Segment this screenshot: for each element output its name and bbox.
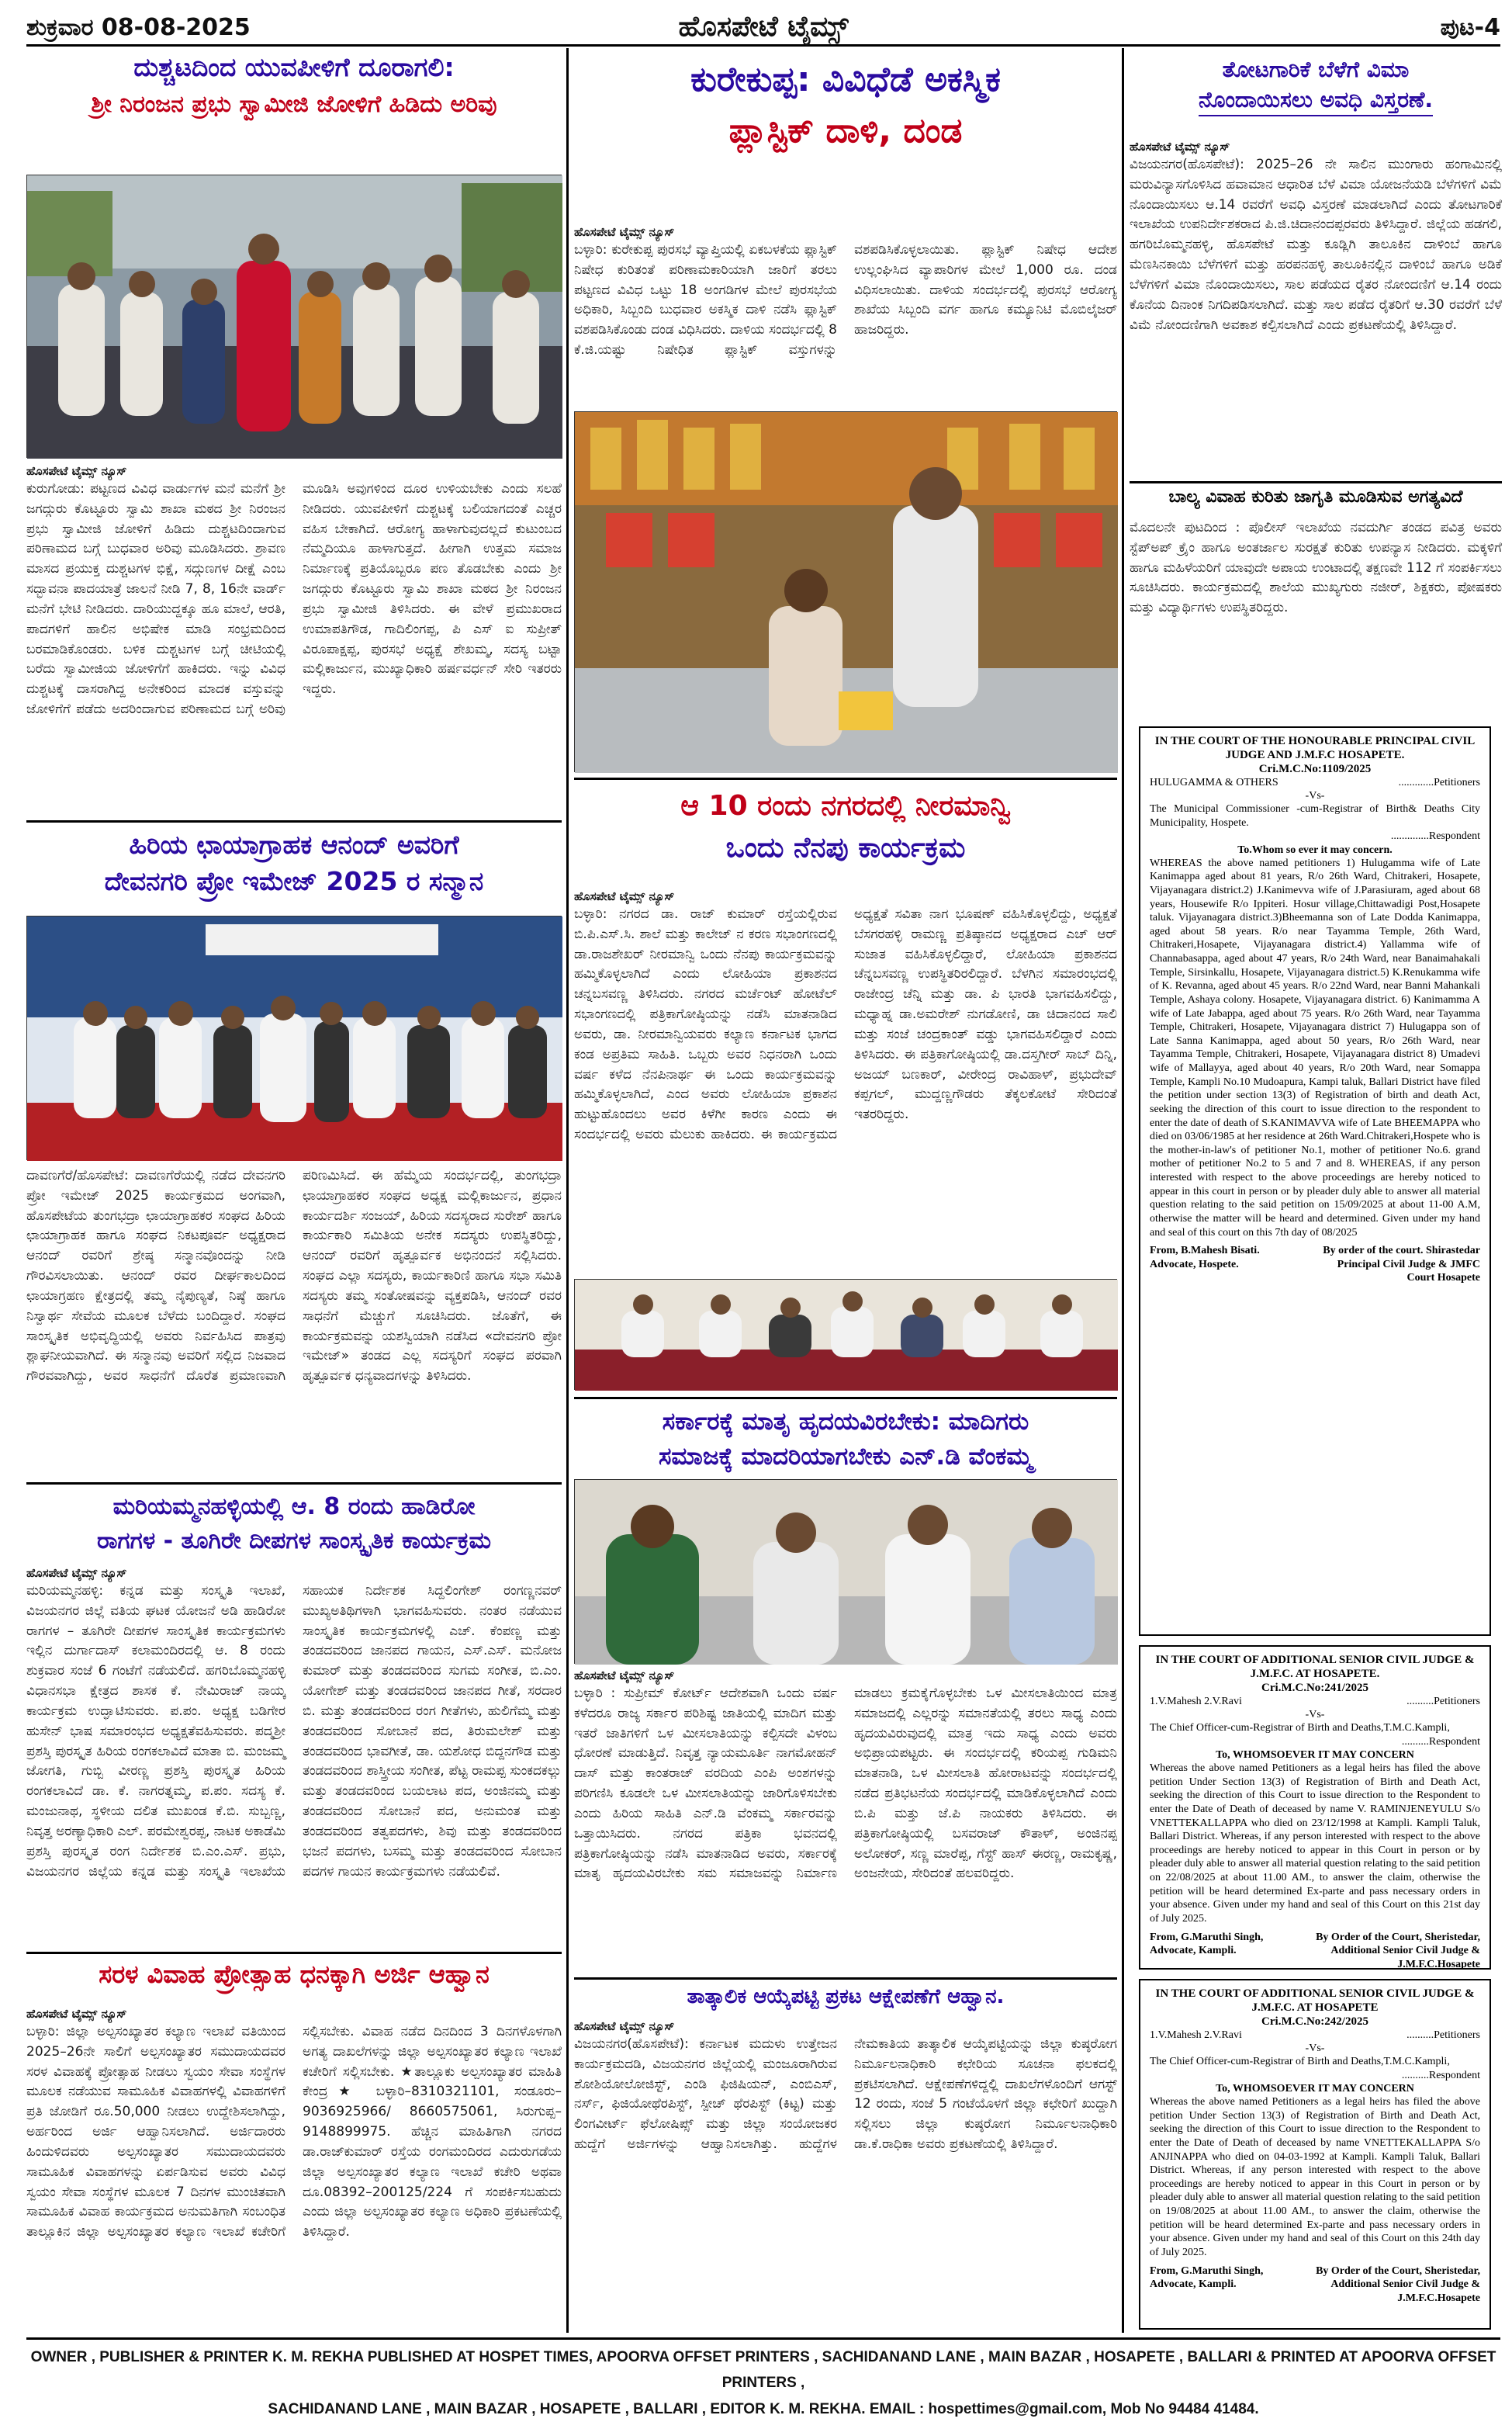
article1-text [26,464,562,817]
notice-case-number: Cri.M.C.No:1109/2025 [1258,763,1372,775]
notice-respondent: The Municipal Commissioner -cum-Registrar of Birth& Deaths City Municipality, Hospete. [1150,803,1480,829]
article2-body: ಬಳ್ಳಾರಿ: ಕುರೇಕುಪ್ಪ ಪುರಸಭೆ ವ್ಯಾಪ್ತಿಯಲ್ಲಿ ಏಕಬಳಕೆಯ ಪ್ಲಾಸ್ಟಿಕ್ ನಿಷೇಧ ಕುರಿತಂತೆ ಪರಿಣಾಮಕಾರಿಯಾಗಿ ಜಾರಿಗೆ ತರಲು ಪಟ್ಟಣದ ವಿವಿಧ ಒಟ್ಟು 18 ಅಂಗಡಿಗಳ ಮೇಲೆ ಪುರಸಭೆಯ ಅಧಿಕಾರಿ, ಸಿಬ್ಬಂದಿ ಬುಧವಾರ ಅಕಸ್ಮಿಕ ದಾಳಿ ನಡೆಸಿ ಪ್ಲಾಸ್ಟಿಕ್ ವಶಪಡಿಸಿಕೊಂಡು ದಂಡ ವಿಧಿಸಿದರು. ದಾಳಿಯ ಸಂದರ್ಭದಲ್ಲಿ 8 ಕೆ.ಜಿ.ಯಷ್ಟು ನಿಷೇಧಿತ ಪ್ಲಾಸ್ಟಿಕ್ ವಸ್ತುಗಳನ್ನು ವಶಪಡಿಸಿಕೊಳ್ಳಲಾಯಿತು. ಪ್ಲಾಸ್ಟಿಕ್ ನಿಷೇಧ ಆದೇಶ ಉಲ್ಲಂಘಿಸಿದ ವ್ಯಾಪಾರಿಗಳ ಮೇಲೆ 1,000 ರೂ. ದಂಡ ವಿಧಿಸಲಾಯಿತು. ದಾಳಿಯ ಸಂದರ್ಭದಲ್ಲಿ ಪುರಸಭೆ ಆರೋಗ್ಯ ಶಾಖೆಯ ಸಿಬ್ಬಂದಿ ವರ್ಗ ಹಾಗೂ ಕಮ್ಯೂನಿಟಿ ಮೊಬಿಲೈಜರ್ ಹಾಜರಿದ್ದರು. [574,242,1117,359]
imprint-line-1: OWNER , PUBLISHER & PRINTER K. M. REKHA PUBLISHED AT HOSPET TIMES, APOORVA OFFSET PRINTERS , SACHIDANAND LANE , MAIN BAZAR , HOSAPETE , BALLARI & PRINTED AT APOORVA OFFSET PRINTERS , [30,2349,1496,2392]
article7-byline: ಹೊಸಪೇಟೆ ಟೈಮ್ಸ್ ನ್ಯೂಸ್ [26,1566,127,1580]
article1-photo [26,175,562,458]
masthead-title: ಹೊಸಪೇಟೆ ಟೈಮ್ಸ್ [678,11,849,43]
divider [574,1977,1117,1980]
article1-body: ಕುರುಗೋಡು: ಪಟ್ಟಣದ ವಿವಿಧ ವಾರ್ಡುಗಳ ಮನೆ ಮನೆಗೆ ಶ್ರೀ ಜಗದ್ಗುರು ಕೊಟ್ಟೂರು ಸ್ವಾಮಿ ಶಾಖಾ ಮಠದ ಶ್ರೀ ನಿರಂಜನ ಪ್ರಭು ಸ್ವಾಮೀಜಿ ಜೋಳಿಗೆ ಹಿಡಿದು ದುಶ್ಚಟದಿಂದಾಗುವ ಪರಿಣಾಮದ ಬಗ್ಗೆ ಬುಧವಾರ ಅರಿವು ಮೂಡಿಸಿದರು. ಶ್ರಾವಣ ಮಾಸದ ಪ್ರಯುಕ್ತ ದುಶ್ಚಟಗಳ ಭಿಕ್ಷೆ, ಸದ್ಗುಣಗಳ ದೀಕ್ಷೆ ಎಂಬ ಸದ್ಭಾವನಾ ಪಾದಯಾತ್ರೆ ಜಾಲನೆ ನೀಡಿ 7, 8, 16ನೇ ವಾರ್ಡ್ ಮನೆಗೆ ಭೇಟಿ ನೀಡಿದರು. ದಾರಿಯುದ್ದಕ್ಕೂ ಹೂ ಮಾಲೆ, ಆರತಿ, ಪಾದಗಳಿಗೆ ಹಾಲಿನ ಅಭಿಷೇಕ ಮಾಡಿ ಸಂಭ್ರಮದಿಂದ ಬರಮಾಡಿಕೊಂಡರು. ಬಳಿಕ ದುಶ್ಚಟಗಳ ಬಗ್ಗೆ ಚೀಟಿಯಲ್ಲಿ ಬರೆದು ಸ್ವಾಮೀಜಿಯ ಜೋಳಿಗೆಗೆ ಹಾಕಿದರು. ಇನ್ನು ವಿವಿಧ ದುಶ್ಚಟಕ್ಕೆ ದಾಸರಾಗಿದ್ದ ಅನೇಕರಿಂದ ಮಾದಕ ವಸ್ತುವನ್ನು ಜೋಳಿಗೆಗೆ ಪಡೆದು ಅದರಿಂದಾಗುವ ಪರಿಣಾಮದ ಬಗ್ಗೆ ಅರಿವು ಮೂಡಿಸಿ ಅವುಗಳಿಂದ ದೂರ ಉಳಿಯಬೇಕು ಎಂದು ಸಲಹೆ ನೀಡಿದರು. ಯುವಪೀಳಿಗೆ ದುಶ್ಚಟಕ್ಕೆ ಬಲಿಯಾಗದಂತೆ ಎಚ್ಚರ ವಹಿಸ ಬೇಕಾಗಿದೆ. ಆರೋಗ್ಯ ಹಾಳಾಗುವುದಲ್ಲದೆ ಕುಟುಂಬದ ನೆಮ್ಮದಿಯೂ ಹಾಳಾಗುತ್ತದೆ. ಹೀಗಾಗಿ ಉತ್ತಮ ಸಮಾಜ ನಿರ್ಮಾಣಕ್ಕೆ ಪ್ರತಿಯೊಬ್ಬರೂ ಪಣ ತೊಡಬೇಕು ಎಂದು ಶ್ರೀ ಜಗದ್ಗುರು ಕೊಟ್ಟೂರು ಸ್ವಾಮಿ ಶಾಖಾ ಮಠದ ಶ್ರೀ ನಿರಂಜನ ಪ್ರಭು ಸ್ವಾಮೀಜಿ ತಿಳಿಸಿದರು. ಈ ವೇಳೆ ಪ್ರಮುಖರಾದ ಉಮಾಪತಿಗೌಡ, ಗಾದಿಲಿಂಗಪ್ಪ, ಪಿ ಎಸ್ ಐ ಸುಪ್ರೀತ್ ವಿರೂಪಾಕ್ಷಪ್ಪ, ಪುರಸಭೆ ಅಧ್ಯಕ್ಷೆ ಶೇಖಮ್ಮ, ಸದಸ್ಯ ಬಟ್ಟಾ ಮಲ್ಲಿಕಾರ್ಜುನ, ಮುಖ್ಯಾಧಿಕಾರಿ ಹರ್ಷವರ್ಧನ್ ಸೇರಿ ಇತರರು ಇದ್ದರು. [26,481,562,718]
article7-headline: ಮರಿಯಮ್ಮನಹಳ್ಳಿಯಲ್ಲಿ ಆ. 8 ರಂದು ಹಾಡಿರೋ ರಾಗಗಳ - ತೂಗಿರೇ ದೀಪಗಳ ಸಾಂಸ್ಕೃತಿಕ ಕಾರ್ಯಕ್ರಮ [96,1493,492,1554]
article10-text [574,2019,1117,2333]
article8-text [574,1668,1117,1975]
article6-headline: ಆ 10 ರಂದು ನಗರದಲ್ಲಿ ನೀರಮಾನ್ವಿ ಒಂದು ನೆನಪು ಕಾರ್ಯಕ್ರಮ [680,790,1011,864]
notice-versus: -Vs- [1305,2043,1325,2055]
article10-byline: ಹೊಸಪೇಟೆ ಟೈಮ್ಸ್ ನ್ಯೂಸ್ [574,2019,675,2033]
masthead-bar [26,11,1500,47]
notice-addressee: To.Whom so ever it may concern. [1237,844,1393,856]
notice-text: WHEREAS the above named petitioners 1) Hulugamma wife of Late Kanimappa aged about 81 years, R/o 26th Ward, Chitrakeri, Hosapete, Vijayanagara district.2) J.Kanimevva wife of J.Parasiuram, aged about 68 years, Housewife R/o Ippiteri. Hosur village,Chittawadigi Post,Hosapete taluk. Vijayanagara district.3)Bheemanna son of Late Dodda Kanimappa, aged about 58 years. R/o near Tayamma Temple, 26th Ward, Chitrakeri,Hosapete, Vijayanagara district.4) Yallamma wife of Channabasappa, aged about 47 years, R/o 24th Ward, near Banaimahakali Temple, Sirsinkallu, Hosapete, Vijayanagara district.5) K.Renukamma wife of K. Revanna, aged about 45 years. R/o 22nd Ward, near Banni Mahankali Temple, Ashaya colony. Hosapete, Vijayanagara district. 6) Kanimamma A wife of Late Jabappa, aged about 75 years. R/o 26th Ward, near Tayamma Temple, Chitrakeri, Hosapete, Vijayanagara district 7) Hulugappa son of Late Sanna Kanimappa, aged about 50 years, R/o 26th Ward, near Tayamma Temple, Chitrakeri, Hosapete, Vijayanagara district 8) Umadevi wife of Mallayya, aged about 40 years, R/o 20th Ward, near Somappa Temple, Kampli No.10 Mudoapura, Kampi taluk, Ballari District have filed the petition under section 13(3) of Registration of birth and death Act, seeking the direction of this court to issue direction to the respondent to enter the date of death of S.KANIMAVVA wife of Late BHEEMAPPA who died on 03/06/1985 at her residence at 26th Ward.Chitrakeri,Hospete who is the mother-in-law's of petitioner No.1, mother of petitioner No.6. grand mother of petitioner No.2 to 5 and 7 and 8. WHEREAS, if any person interested with respect to the above proceedings are hereby noticed to appear in this court in person or by pleader duly able to answer all material question relating to the said petition on 15/09/2025 at about 11-00 A.M, otherwise the matter will be heard and determined. Given under my hand and seal of this court on this 7th day of 08/2025 [1150,857,1480,1239]
article3-text [1130,140,1502,477]
article3-byline: ಹೊಸಪೇಟೆ ಟೈಮ್ಸ್ ನ್ಯೂಸ್ [1130,140,1230,154]
notice-court: IN THE COURT OF THE HONOURABLE PRINCIPAL CIVIL JUDGE AND J.M.F.C HOSAPETE. [1154,735,1476,761]
notice-signatures: From, G.Maruthi Singh, Advocate, Kampli. By Order of the Court, Sheristedar, Additional Senior Civil Judge & J.M.F.C.Hosapete [1150,2264,1480,2304]
court-notice-2: IN THE COURT OF ADDITIONAL SENIOR CIVIL JUDGE & J.M.F.C. AT HOSAPETE. Cri.M.C.No:241/2025 1.V.Mahesh 2.V.Ravi ..........Petitioners -Vs- The Chief Officer-cum-Registrar of Birth and Deaths,T.M.C.Kampli, ..........Respondent To, WHOMSOEVER IT MAY CONCERN Whereas the above named Petitioners as a legal heirs has filed the above petition Under Section 13(3) of Registration of Birth and Death Act, seeking the direction of this Court to issue direction to the Respondent to enter the Date of Death of deceased by name V. RAMINJENEYULU S/o VNETTEKALLAPPA who died on 23/12/1998 at Kampli. Kampli Taluk, Ballari District. Whereas, if any person interested with respect to the above proceedings are hereby noticed to appear in this Court in person or by pleader duly able to answer all material question relating to the said petition on 22/08/2025 at about 11.00 AM., to answer the claim, otherwise the petition will be heard determined Ex-parte and pass necessary orders in your absence. Given under my hand and seal of this Court on this 21st day of July 2025. From, G.Maruthi Singh, Advocate, Kampli. By Order of the Court, Sheristedar, Additional Senior Civil Judge & J.M.F.C.Hosapete [1139,1645,1491,1970]
notice-versus: -Vs- [1305,790,1325,802]
divider [26,820,562,823]
issue-date: ಶುಕ್ರವಾರ 08-08-2025 [26,14,251,41]
article1-byline: ಹೊಸಪೇಟೆ ಟೈಮ್ಸ್ ನ್ಯೂಸ್ [26,464,127,478]
article8-photo [574,1479,1117,1664]
notice-case-number: Cri.M.C.No:242/2025 [1261,2015,1368,2028]
notice-signatures: From, G.Maruthi Singh, Advocate, Kampli. By Order of the Court, Sheristedar, Additional Senior Civil Judge & J.M.F.C.Hosapete [1150,1931,1480,1970]
notice-case-number: Cri.M.C.No:241/2025 [1261,1682,1368,1694]
article10-body: ವಿಜಯನಗರ(ಹೊಸಪೇಟೆ): ಕರ್ನಾಟಕ ಮದುಳು ಉತ್ತೇಜನ ಕಾರ್ಯಕ್ರಮದಡಿ, ವಿಜಯನಗರ ಜಿಲ್ಲೆಯಲ್ಲಿ ಮಂಜೂರಾಗಿರುವ ಶೋಶಿಯೋಲೋಜಿಸ್ಟ್, ಎಂಡಿ ಫಿಜಿಷಿಯನ್, ಎಂಬಿಎಸ್, ನರ್ಸ್, ಫಿಜಿಯೋಥೆರಪಿಸ್ಟ್, ಸ್ಪೀಚ್ ಥೆರಪಿಸ್ಟ್ (ಕಿಟ್ಟ) ಮತ್ತು ಲಿಂಗವೀರ್ಟ್ ಫೆಲೋಷಿಪ್ಸ್ ಮತ್ತು ಜಿಲ್ಲಾ ಸಂಯೋಜಕರ ಹುದ್ದೆಗೆ ಅರ್ಜಿಗಳನ್ನು ಆಹ್ವಾನಿಸಲಾಗಿತ್ತು. ಹುದ್ದೆಗಳ ನೇಮಕಾತಿಯ ತಾತ್ಕಾಲಿಕ ಆಯ್ಕೆಪಟ್ಟಿಯನ್ನು ಜಿಲ್ಲಾ ಕುಷ್ಠರೋಗ ನಿರ್ಮೂಲನಾಧಿಕಾರಿ ಕಛೇರಿಯ ಸೂಚನಾ ಫಲಕದಲ್ಲಿ ಪ್ರಕಟಿಸಲಾಗಿದೆ. ಆಕ್ಷೇಪಣೆಗಳಿದ್ದಲ್ಲಿ ದಾಖಲೆಗಳೊಂದಿಗೆ ಆಗಸ್ಟ್ 12 ರಂದು, ಸಂಜೆ 5 ಗಂಟೆಯೊಳಗೆ ಜಿಲ್ಲಾ ಕಛೇರಿಗೆ ಖುದ್ದಾಗಿ ಸಲ್ಲಿಸಲು ಜಿಲ್ಲಾ ಕುಷ್ಠರೋಗ ನಿರ್ಮೂಲನಾಧಿಕಾರಿ ಡಾ.ಕೆ.ರಾಧಿಕಾ ಅವರು ಪ್ರಕಟಣೆಯಲ್ಲಿ ತಿಳಿಸಿದ್ದಾರೆ. [574,2036,1117,2153]
notice-text: Whereas the above named Petitioners as a legal heirs has filed the above petition Under Section 13(3) of Registration of Birth and Death Act, seeking the direction of this Court to issue direction to the Respondent to enter the Date of Death of deceased by name VNETTEKALLAPPA S/o ANJINAPPA who died on 04-03-1992 at Kampli. Kampli Taluk, Ballari District. Whereas, if any person interested with respect to the above proceedings are hereby noticed to appear in this Court in person or by pleader duly able to answer all material question relating to the said petition on 19/08/2025 at about 11.00 AM., to answer the claim, otherwise the petition will be heard determined Ex-parte and pass necessary orders in your absence. Given under my hand and seal of this Court on this 24th day of July 2025. [1150,2096,1480,2258]
notice-versus: -Vs- [1305,1709,1325,1721]
article3-body: ವಿಜಯನಗರ(ಹೊಸಪೇಟೆ): 2025–26 ನೇ ಸಾಲಿನ ಮುಂಗಾರು ಹಂಗಾಮಿನಲ್ಲಿ ಮರುವಿನ್ಯಾಸಗೊಳಿಸಿದ ಹವಾಮಾನ ಆಧಾರಿತ ಬೆಳೆ ವಿಮಾ ಯೋಜನೆಯಡಿ ಬೆಳೆಗಳಿಗೆ ವಿಮೆ ನೊಂದಾಯಿಸಲು ಆ.14 ರವರೆಗೆ ಅವಧಿ ವಿಸ್ತರಣೆ ಮಾಡಲಾಗಿದೆ ಎಂದು ತೋಟಗಾರಿಕೆ ಇಲಾಖೆಯ ಉಪನಿರ್ದೇಶಕರಾದ ಪಿ.ಜಿ.ಚಿದಾನಂದಪ್ಪರವರು ತಿಳಿಸಿದ್ದಾರೆ. ಜಿಲ್ಲೆಯ ಹಡಗಲಿ, ಹಗರಿಬೊಮ್ಮನಹಳ್ಳಿ, ಹೊಸಪೇಟೆ ಮತ್ತು ಕೂಡ್ಲಿಗಿ ತಾಲೂಕಿನ ದಾಳಿಂಬೆ ಹಾಗೂ ಮೆಣಸಿನಕಾಯಿ ಬೆಳೆಗಳಿಗೆ ಮತ್ತು ಹರಪನಹಳ್ಳಿ ತಾಲೂಕಿನಲ್ಲಿನ ದಾಳಿಂಬೆ ಹಾಗೂ ಅಡಿಕೆ ಬೆಳೆಗಳಿಗೆ ವಿಮಾ ನೊಂದಾಯಿಸಲು, ಸಾಲ ಪಡೆಯದ ರೈತರ ನೋಂದಣಿಗೆ ಆ.14 ರಂದು ಕೊನೆಯ ದಿನಾಂಕ ನಿಗದಿಪಡಿಸಲಾಗಿದೆ. ಮತ್ತು ಸಾಲ ಪಡೆದ ರೈತರಿಗೆ ಆ.30 ರವರೆಗೆ ಬೆಳೆ ವಿಮೆ ನೋಂದಣಿಗಾಗಿ ಅವಕಾಶ ಕಲ್ಪಿಸಲಾಗಿದೆ ಎಂದು ಪ್ರಕಟಣೆಯಲ್ಲಿ ತಿಳಿಸಿದ್ದಾರೆ. [1130,157,1502,333]
divider [1130,481,1502,483]
article7-body: ಮರಿಯಮ್ಮನಹಳ್ಳಿ: ಕನ್ನಡ ಮತ್ತು ಸಂಸ್ಕೃತಿ ಇಲಾಖೆ, ವಿಜಯನಗರ ಜಿಲ್ಲೆ ವತಿಯ ಘಟಕ ಯೋಜನೆ ಅಡಿ ಹಾಡಿರೋ ರಾಗಗಳ – ತೂಗಿರೇ ದೀಪಗಳ ಸಾಂಸ್ಕೃತಿಕ ಕಾರ್ಯಕ್ರಮಗಳು ಇಲ್ಲಿನ ದುರ್ಗಾದಾಸ್ ಕಲಾಮಂದಿರದಲ್ಲಿ ಆ. 8 ರಂದು ಶುಕ್ರವಾರ ಸಂಜೆ 6 ಗಂಟೆಗೆ ನಡೆಯಲಿದೆ. ಹಗರಿಬೊಮ್ಮನಹಳ್ಳಿ ವಿಧಾನಸಭಾ ಕ್ಷೇತ್ರದ ಶಾಸಕ ಕೆ. ನೇಮಿರಾಜ್ ನಾಯ್ಕ ಕಾರ್ಯಕ್ರಮ ಉದ್ಘಾಟಿಸುವರು. ಪ.ಪಂ. ಅಧ್ಯಕ್ಷ ಬಡಿಗೇರ ಹುಸೇನ್ ಭಾಷ ಸಮಾರಂಭದ ಅಧ್ಯಕ್ಷತೆವಹಿಸುವರು. ಪದ್ಮಶ್ರೀ ಪ್ರಶಸ್ತಿ ಪುರಸ್ಕೃತ ಹಿರಿಯ ರಂಗಕಲಾವಿದೆ ಮಾತಾ ಬಿ. ಮಂಜಮ್ಮ ಜೋಗತಿ, ಗುಬ್ಬಿ ವೀರಣ್ಣ ಪ್ರಶಸ್ತಿ ಪುರಸ್ಕೃತ ಹಿರಿಯ ರಂಗಕಲಾವಿದೆ ಡಾ. ಕೆ. ನಾಗರತ್ನಮ್ಮ, ಪ.ಪಂ. ಸದಸ್ಯ ಕೆ. ಮಂಜುನಾಥ, ಸ್ಥಳೀಯ ದಲಿತ ಮುಖಂಡ ಕೆ.ಬಿ. ಸುಬ್ಬಣ್ಣ, ನಿವೃತ್ತ ಅರಣ್ಯಾಧಿಕಾರಿ ಎಲ್. ಪರಮೇಶ್ವರಪ್ಪ, ನಾಟಕ ಅಕಾಡೆಮಿ ಪ್ರಶಸ್ತಿ ಪುರಸ್ಕೃತ ರಂಗ ನಿರ್ದೇಶಕ ಬಿ.ಎಂ.ಎಸ್. ಪ್ರಭು, ವಿಜಯನಗರ ಜಿಲ್ಲೆಯ ಕನ್ನಡ ಮತ್ತು ಸಂಸ್ಕೃತಿ ಇಲಾಖೆಯ ಸಹಾಯಕ ನಿರ್ದೇಶಕ ಸಿದ್ದಲಿಂಗೇಶ್ ರಂಗಣ್ಣನವರ್ ಮುಖ್ಯಅತಿಥಿಗಳಾಗಿ ಭಾಗವಹಿಸುವರು. ನಂತರ ನಡೆಯುವ ಸಾಂಸ್ಕೃತಿಕ ಕಾರ್ಯಕ್ರಮಗಳಲ್ಲಿ ಎಚ್. ಕೆಂಪಣ್ಣ ಮತ್ತು ತಂಡದವರಿಂದ ಜಾನಪದ ಗಾಯನ, ಎಸ್.ಎಸ್. ಮನೋಜ ಕುಮಾರ್ ಮತ್ತು ತಂಡದವರಿಂದ ಸುಗಮ ಸಂಗೀತ, ಬಿ.ಎಂ. ಯೋಗೇಶ್ ಮತ್ತು ತಂಡದವರಿಂದ ಜಾನಪದ ಗೀತೆ, ಸರದಾರ ಬಿ. ಮತ್ತು ತಂಡದವರಿಂದ ರಂಗ ಗೀತೆಗಳು, ಹುಲಿಗೆಮ್ಮ ಮತ್ತು ತಂಡದವರಿಂದ ಸೋಬಾನೆ ಪದ, ತಿರುಮಲೇಶ್ ಮತ್ತು ತಂಡದವರಿಂದ ಭಾವಗೀತೆ, ಡಾ. ಯಶೋಧ ಬಿದ್ದನಗೌಡ ಮತ್ತು ತಂಡದವರಿಂದ ಶಾಸ್ತ್ರೀಯ ಸಂಗೀತ, ಪೆಟ್ಟ ರಾಮಪ್ಪ ಸುಂಕದಕಲ್ಲು ಮತ್ತು ತಂಡದವರಿಂದ ಬಯಲಾಟ ಪದ, ಅಂಜಿನಮ್ಮ ಮತ್ತು ತಂಡದವರಿಂದ ಸೋಬಾನೆ ಪದ, ಅನುಮಂತ ಮತ್ತು ತಂಡದವರಿಂದ ತತ್ವಪದಗಳು, ಶಿವು ಮತ್ತು ತಂಡದವರಿಂದ ಭಜನೆ ಪದಗಳು, ಬಸಮ್ಮ ಮತ್ತು ತಂಡದವರಿಂದ ಸೋಬಾನ ಪದಗಳ ಗಾಯನ ಕಾರ್ಯಕ್ರಮಗಳು ನಡೆಯಲಿವೆ. [26,1583,562,1880]
column-rule-right [1122,48,1124,2333]
article2-text [574,225,1117,405]
article6-text [574,889,1117,1271]
article3-headline: ತೋಟಗಾರಿಕೆ ಬೆಳೆಗೆ ವಿಮಾ ನೊಂದಾಯಿಸಲು ಅವಧಿ ವಿಸ್ತರಣೆ. [1130,54,1502,116]
court-notice-1: IN THE COURT OF THE HONOURABLE PRINCIPAL CIVIL JUDGE AND J.M.F.C HOSAPETE. Cri.M.C.No:1109/2025 HULUGAMMA & OTHERS .............Petitioners -Vs- The Municipal Commissioner -cum-Registrar of Birth& Deaths City Municipality, Hospete. ..............Respondent To.Whom so ever it may concern. WHEREAS the above named petitioners 1) Hulugamma wife of Late Kanimappa aged about 81 years, R/o 26th Ward, Chitrakeri, Hosapete, Vijayanagara district.2) J.Kanimevva wife of J.Parasiuram, aged about 68 years, Housewife R/o Ippiteri. Hosur village,Chittawadigi Post,Hosapete taluk. Vijayanagara district.3)Bheemanna son of Late Dodda Kanimappa, aged about 58 years. R/o near Tayamma Temple, 26th Ward, Chitrakeri,Hosapete, Vijayanagara district.4) Yallamma wife of Channabasappa, aged about 47 years, R/o 24th Ward, near Banaimahakali Temple, Sirsinkallu, Hosapete, Vijayanagara district.5) K.Renukamma wife of K. Revanna, aged about 45 years. R/o 22nd Ward, near Banni Mahankali Temple, Ashaya colony. Hosapete, Vijayanagara district. 6) Kanimamma A wife of Late Jabappa, aged about 75 years. R/o 26th Ward, near Tayamma Temple, Chitrakeri, Hosapete, Vijayanagara district 7) Hulugappa son of Late Sanna Kanimappa, aged about 50 years, R/o 26th Ward, near Tayamma Temple, Chitrakeri, Hosapete, Vijayanagara district 8) Umadevi wife of Mallayya, aged about 40 years, R/o 20th Ward, near Somappa Temple, Kampli No.10 Mudoapura, Kampi taluk, Ballari District have filed the petition under section 13(3) of Registration of birth and death Act, seeking the direction of this court to issue direction to the respondent to enter the date of death of S.KANIMAVVA wife of Late BHEEMAPPA who died on 03/06/1985 at her residence at 26th Ward.Chitrakeri,Hospete who is the mother-in-law's of petitioner No.1, mother of petitioner No.6. grand mother of petitioner No.2 to 5 and 7 and 8. WHEREAS, if any person interested with respect to the above proceedings are hereby noticed to appear in this court in person or by pleader duly able to answer all material question relating to the said petition on 15/09/2025 at about 11-00 A.M, otherwise the matter will be heard and determined. Given under my hand and seal of this court on this 7th day of 08/2025 From, B.Mahesh Bisati. Advocate, Hospete. By order of the court. Shirastedar Principal Civil Judge & JMFC Court Hosapete [1139,726,1491,1636]
article9-body: ಬಳ್ಳಾರಿ: ಜಿಲ್ಲಾ ಅಲ್ಪಸಂಖ್ಯಾತರ ಕಲ್ಯಾಣ ಇಲಾಖೆ ವತಿಯಿಂದ 2025–26ನೇ ಸಾಲಿಗೆ ಅಲ್ಪಸಂಖ್ಯಾತರ ಸಮುದಾಯದವರ ಸರಳ ವಿವಾಹಕ್ಕೆ ಪ್ರೋತ್ಸಾಹ ನೀಡಲು ಸ್ವಯಂ ಸೇವಾ ಸಂಸ್ಥೆಗಳ ಮೂಲಕ ನಡೆಯುವ ಸಾಮೂಹಿಕ ವಿವಾಹಗಳಲ್ಲಿ ವಿವಾಹಗಳಿಗೆ ಪ್ರತಿ ಜೋಡಿಗೆ ರೂ.50,000 ನೀಡಲು ಉದ್ದೇಶಿಸಲಾಗಿದ್ದು, ಅರ್ಹರಿಂದ ಅರ್ಜಿ ಆಹ್ವಾನಿಸಲಾಗಿದೆ. ಅರ್ಜಿದಾರರು ಹಿಂದುಳಿದವರು ಅಲ್ಪಸಂಖ್ಯಾತರ ಸಮುದಾಯದವರು ಸಾಮೂಹಿಕ ವಿವಾಹಗಳನ್ನು ಏರ್ಪಡಿಸುವ ಅವರು ವಿವಿಧ ಸ್ವಯಂ ಸೇವಾ ಸಂಸ್ಥೆಗಳ ಮೂಲಕ 7 ದಿನಗಳ ಮುಂಚಿತವಾಗಿ ಸಾಮೂಹಿಕ ವಿವಾಹ ಕಾರ್ಯಕ್ರಮದ ಅನುಮತಿಗಾಗಿ ಸಂಬಂಧಿತ ತಾಲ್ಲೂಕಿನ ಜಿಲ್ಲಾ ಅಲ್ಪಸಂಖ್ಯಾತರ ಕಲ್ಯಾಣ ಇಲಾಖೆ ಕಚೇರಿಗೆ ಸಲ್ಲಿಸಬೇಕು. ವಿವಾಹ ನಡೆದ ದಿನದಿಂದ 3 ದಿನಗಳೊಳಗಾಗಿ ಅಗತ್ಯ ದಾಖಲೆಗಳನ್ನು ಜಿಲ್ಲಾ ಅಲ್ಪಸಂಖ್ಯಾತರ ಕಲ್ಯಾಣ ಇಲಾಖೆ ಕಚೇರಿಗೆ ಸಲ್ಲಿಸಬೇಕು. ★ತಾಲ್ಲೂಕು ಅಲ್ಪಸಂಖ್ಯಾತರ ಮಾಹಿತಿ ಕೇಂದ್ರ★ ಬಳ್ಳಾರಿ–8310321101, ಸಂಡೂರು–9036925966/ 8660575061, ಸಿರುಗುಪ್ಪ–9148899975. ಹೆಚ್ಚಿನ ಮಾಹಿತಿಗಾಗಿ ನಗರದ ಡಾ.ರಾಜ್‍ಕುಮಾರ್ ರಸ್ತೆಯ ರಂಗಮಂದಿರದ ಎದುರುಗಡೆಯ ಜಿಲ್ಲಾ ಅಲ್ಪಸಂಖ್ಯಾತರ ಕಲ್ಯಾಣ ಇಲಾಖೆ ಕಚೇರಿ ಅಥವಾ ದೂ.08392–200125/224 ಗೆ ಸಂಪರ್ಕಿಸಬಹುದು ಎಂದು ಜಿಲ್ಲಾ ಅಲ್ಪಸಂಖ್ಯಾತರ ಕಲ್ಯಾಣ ಅಧಿಕಾರಿ ಪ್ರಕಟಣೆಯಲ್ಲಿ ತಿಳಿಸಿದ್ದಾರೆ. [26,2024,562,2240]
notice-petitioner: HULUGAMMA & OTHERS .............Petitioners [1150,777,1480,788]
article2-photo [574,411,1117,772]
column-rule-left [566,48,569,2333]
article8-body: ಬಳ್ಳಾರಿ : ಸುಪ್ರೀಮ್ ಕೋರ್ಟ್ ಆದೇಶವಾಗಿ ಒಂದು ವರ್ಷ ಕಳೆದರೂ ರಾಜ್ಯ ಸರ್ಕಾರ ಪರಿಶಿಷ್ಟ ಜಾತಿಯಲ್ಲಿ ಮಾದಿಗ ಮತ್ತು ಇತರೆ ಜಾತಿಗಳಿಗೆ ಒಳ ಮೀಸಲಾತಿಯನ್ನು ಕಲ್ಪಿಸದೇ ವಿಳಂಬ ಧೋರಣೆ ಮಾಡುತ್ತಿದೆ. ನಿವೃತ್ತ ನ್ಯಾಯಮೂರ್ತಿ ನಾಗಮೋಹನ್ ದಾಸ್ ಮತ್ತು ಕಾಂತರಾಜ್ ವರದಿಯ ಎಂಪಿ ಅಂಶಗಳನ್ನು ಪರಿಗಣಿಸಿ ಕೂಡಲೇ ಒಳ ಮೀಸಲಾತಿಯನ್ನು ಜಾರಿಗೊಳಿಸಬೇಕು ಎಂದು ಹಿರಿಯ ಸಾಹಿತಿ ಎನ್.ಡಿ ವೆಂಕಮ್ಮ ಸರ್ಕಾರವನ್ನು ಒತ್ತಾಯಿಸಿದರು. ನಗರದ ಪತ್ರಿಕಾ ಭವನದಲ್ಲಿ ಪತ್ರಿಕಾಗೋಷ್ಠಿಯನ್ನು ನಡೆಸಿ ಮಾತನಾಡಿದ ಅವರು, ಸರ್ಕಾರಕ್ಕೆ ಮಾತೃ ಹೃದಯವಿರಬೇಕು ಸಮ ಸಮಾಜವನ್ನು ನಿರ್ಮಾಣ ಮಾಡಲು ಕ್ರಮಕೈಗೊಳ್ಳಬೇಕು ಒಳ ಮೀಸಲಾತಿಯಿಂದ ಮಾತ್ರ ಸಮಾಜದಲ್ಲಿ ಎಲ್ಲರನ್ನು ಸಮಾನತೆಯಲ್ಲಿ ತರಲು ಸಾಧ್ಯ ಎಂದು ಹೃದಯವಿರುವುದಲ್ಲಿ ಮಾತ್ರ ಇದು ಸಾಧ್ಯ ಎಂದು ಅವರು ಅಭಿಪ್ರಾಯಪಟ್ಟರು. ಈ ಸಂದರ್ಭದಲ್ಲಿ ಕರಿಯಪ್ಪ ಗುಡಿಮನಿ ಮಾತನಾಡಿ, ಒಳ ಮೀಸಲಾತಿ ಹೋರಾಟವನ್ನು ಸಂದರ್ಭದಲ್ಲಿ ನಡೆದ ಪ್ರತಿಭಟನೆಯ ಸಂದರ್ಭದಲ್ಲಿ ಮಾಡಿಕೊಳ್ಳಲಾಗಿದೆ ಎಂದು ಬಿ.ಪಿ ಮತ್ತು ಜೆ.ಪಿ ನಾಯಕರು ತಿಳಿಸಿದರು. ಈ ಪತ್ರಿಕಾಗೋಷ್ಠಿಯಲ್ಲಿ ಬಸವರಾಜ್ ಕೌತಾಳ್, ಅಂಜಿನಪ್ಪ ಅಲೋಕರ್, ಸಣ್ಣ ಮಾರೆಪ್ಪ, ಗೆಸ್ಟ್ ಹಾಸ್ ಈರಣ್ಣ, ರಾಮಕೃಷ್ಣ, ಅಂಜನೇಯ, ಸೇರಿದಂತೆ ಹಲವರಿದ್ದರು. [574,1686,1117,1882]
article5-text [26,1166,562,1481]
imprint-footer [26,2337,1500,2422]
article5-photo [26,916,562,1160]
notice-respondent: The Chief Officer-cum-Registrar of Birth and Deaths,T.M.C.Kampli, [1150,1722,1450,1734]
article4-text [1130,518,1502,712]
article5-body: ದಾವಣಗೆರೆ/ಹೊಸಪೇಟೆ: ದಾವಣಗೆರೆಯಲ್ಲಿ ನಡೆದ ದೇವನಗರಿ ಪ್ರೋ ಇಮೇಜ್ 2025 ಕಾರ್ಯಕ್ರಮದ ಅಂಗವಾಗಿ, ಹೊಸಪೇಟೆಯ ತುಂಗಭದ್ರಾ ಛಾಯಾಗ್ರಾಹಕರ ಸಂಘದ ಹಿರಿಯ ಛಾಯಾಗ್ರಾಹಕ ಹಾಗೂ ಸಂಘದ ನಿಕಟಪೂರ್ವ ಅಧ್ಯಕ್ಷರಾದ ಆನಂದ್ ರವರಿಗೆ ಶ್ರೇಷ್ಠ ಸನ್ಮಾನವೊಂದನ್ನು ನೀಡಿ ಗೌರವಿಸಲಾಯಿತು. ಆನಂದ್ ರವರ ದೀರ್ಘಕಾಲದಿಂದ ಛಾಯಾಗ್ರಹಣ ಕ್ಷೇತ್ರದಲ್ಲಿ ತಮ್ಮ ನೈಪುಣ್ಯತೆ, ನಿಷ್ಠೆ ಹಾಗೂ ನಿಸ್ವಾರ್ಥ ಸೇವೆಯ ಮೂಲಕ ಬೆಳೆದು ಬಂದಿದ್ದಾರೆ. ಸಂಘದ ಸಾಂಸ್ಕೃತಿಕ ಅಭಿವೃದ್ಧಿಯಲ್ಲಿ ಅವರು ನಿರ್ವಹಿಸಿದ ಪಾತ್ರವು ಶ್ಲಾಘನೀಯವಾಗಿದೆ. ಈ ಸನ್ಮಾನವು ಅವರಿಗೆ ಸಲ್ಲಿದ ನಿಜವಾದ ಗೌರವವಾಗಿದ್ದು, ಅವರ ಸಾಧನೆಗೆ ದೊರೆತ ಪ್ರಮಾಣವಾಗಿ ಪರಿಣಮಿಸಿದೆ. ಈ ಹೆಮ್ಮೆಯ ಸಂದರ್ಭದಲ್ಲಿ, ತುಂಗಭದ್ರಾ ಛಾಯಾಗ್ರಾಹಕರ ಸಂಘದ ಅಧ್ಯಕ್ಷ ಮಲ್ಲಿಕಾರ್ಜುನ, ಪ್ರಧಾನ ಕಾರ್ಯದರ್ಶಿ ಸಂಜಯ್, ಹಿರಿಯ ಸದಸ್ಯರಾದ ಸುರೇಶ್ ಹಾಗೂ ಕಾರ್ಯಕಾರಿ ಸಮಿತಿಯ ಅನೇಕ ಸದಸ್ಯರು ಉಪಸ್ಥಿತರಿದ್ದು, ಆನಂದ್ ರವರಿಗೆ ಹೃತ್ಪೂರ್ವಕ ಅಭಿನಂದನೆ ಸಲ್ಲಿಸಿದರು. ಸಂಘದ ಎಲ್ಲಾ ಸದಸ್ಯರು, ಕಾರ್ಯಕಾರಿಣಿ ಹಾಗೂ ಸಭಾ ಸಮಿತಿ ಸದಸ್ಯರು ತಮ್ಮ ಸಂತೋಷವನ್ನು ವ್ಯಕ್ತಪಡಿಸಿ, ಆನಂದ್ ರವರ ಸಾಧನೆಗೆ ಮೆಚ್ಚುಗೆ ಸೂಚಿಸಿದರು. ಜೊತೆಗೆ, ಈ ಕಾರ್ಯಕ್ರಮವನ್ನು ಯಶಸ್ವಿಯಾಗಿ ನಡೆಸಿದ «ದೇವನಗರಿ ಪ್ರೋ ಇಮೇಜ್» ತಂಡದ ಎಲ್ಲ ಸದಸ್ಯರಿಗೆ ಸಂಘದ ಪರವಾಗಿ ಹೃತ್ಪೂರ್ವಕ ಧನ್ಯವಾದಗಳನ್ನು ತಿಳಿಸಿದರು. [26,1168,562,1384]
notice-signatures: From, B.Mahesh Bisati. Advocate, Hospete. By order of the court. Shirastedar Principal Civil Judge & JMFC Court Hosapete [1150,1245,1480,1284]
article8-headline: ಸರ್ಕಾರಕ್ಕೆ ಮಾತೃ ಹೃದಯವಿರಬೇಕು: ಮಾದಿಗರು ಸಮಾಜಕ್ಕೆ ಮಾದರಿಯಾಗಬೇಕು ಎನ್.ಡಿ ವೆಂಕಮ್ಮ [658,1408,1033,1471]
article10-headline: ತಾತ್ಕಾಲಿಕ ಆಯ್ಕೆಪಟ್ಟಿ ಪ್ರಕಟ ಆಕ್ಷೇಪಣೆಗೆ ಆಹ್ವಾನ. [687,1985,1005,2008]
article2-byline: ಹೊಸಪೇಟೆ ಟೈಮ್ಸ್ ನ್ಯೂಸ್ [574,225,675,239]
article1-headline: ದುಶ್ಚಟದಿಂದ ಯುವಪೀಳಿಗೆ ದೂರಾಗಲಿ: ಶ್ರೀ ನಿರಂಜನ ಪ್ರಭು ಸ್ವಾಮೀಜಿ ಜೋಳಿಗೆ ಹಿಡಿದು ಅರಿವು [91,52,497,118]
article6-photo [574,1279,1117,1390]
court-notice-3: IN THE COURT OF ADDITIONAL SENIOR CIVIL JUDGE & J.M.F.C. AT HOSAPETE Cri.M.C.No:242/2025 1.V.Mahesh 2.V.Ravi ..........Petitioners -Vs- The Chief Officer-cum-Registrar of Birth and Deaths,T.M.C.Kampli, ..........Respondent To, WHOMSOEVER IT MAY CONCERN Whereas the above named Petitioners as a legal heirs has filed the above petition Under Section 13(3) of Registration of Birth and Death Act, seeking the direction of this Court to issue direction to the Respondent to enter the Date of Death of deceased by name VNETTEKALLAPPA S/o ANJINAPPA who died on 04-03-1992 at Kampli. Kampli Taluk, Ballari District. Whereas, if any person interested with respect to the above proceedings are hereby noticed to appear in this Court in person or by pleader duly able to answer all material question relating to the said petition on 19/08/2025 at about 11.00 AM., to answer the claim, otherwise the petition will be heard determined Ex-parte and pass necessary orders in your absence. Given under my hand and seal of this Court on this 24th day of July 2025. From, G.Maruthi Singh, Advocate, Kampli. By Order of the Court, Sheristedar, Additional Senior Civil Judge & J.M.F.C.Hosapete [1139,1979,1491,2330]
article5-headline: ಹಿರಿಯ ಛಾಯಾಗ್ರಾಹಕ ಆನಂದ್ ಅವರಿಗೆ ದೇವನಗರಿ ಪ್ರೋ ಇಮೇಜ್ 2025 ರ ಸನ್ಮಾನ [104,830,484,896]
notice-respondent: The Chief Officer-cum-Registrar of Birth and Deaths,T.M.C.Kampli, [1150,2056,1450,2068]
divider [26,1952,562,1954]
notice-addressee: To, WHOMSOEVER IT MAY CONCERN [1216,1749,1414,1761]
article6-byline: ಹೊಸಪೇಟೆ ಟೈಮ್ಸ್ ನ್ಯೂಸ್ [574,889,675,903]
article9-byline: ಹೊಸಪೇಟೆ ಟೈಮ್ಸ್ ನ್ಯೂಸ್ [26,2007,127,2021]
article9-headline: ಸರಳ ವಿವಾಹ ಪ್ರೋತ್ಸಾಹ ಧನಕ್ಕಾಗಿ ಅರ್ಜಿ ಆಹ್ವಾನ [99,1959,490,1989]
divider [26,1482,562,1485]
article7-text [26,1566,562,1946]
article2-headline: ಕುರೇಕುಪ್ಪ: ವಿವಿಧೆಡೆ ಅಕಸ್ಮಿಕ ಪ್ಲಾಸ್ಟಿಕ್ ದಾಳಿ, ದಂಡ [690,60,1001,151]
imprint-line-2: SACHIDANAND LANE , MAIN BAZAR , HOSAPETE , BALLARI , EDITOR K. M. REKHA. EMAIL : hospettimes@gmail.com, Mob No 94484 41484. [268,2400,1259,2417]
article4-headline: ಬಾಲ್ಯ ವಿವಾಹ ಕುರಿತು ಜಾಗೃತಿ ಮೂಡಿಸುವ ಅಗತ್ಯವಿದೆ [1168,487,1463,507]
article6-body: ಬಳ್ಳಾರಿ: ನಗರದ ಡಾ. ರಾಜ್ ಕುಮಾರ್ ರಸ್ತೆಯಲ್ಲಿರುವ ಬಿ.ಪಿ.ಎಸ್.ಸಿ. ಶಾಲೆ ಮತ್ತು ಕಾಲೇಜ್ ನ ಕರಣ ಸಭಾಂಗಣದಲ್ಲಿ ಡಾ.ರಾಜಶೇಖರ್ ನೀರಮಾನ್ವಿ ಒಂದು ನೆನಪು ಕಾರ್ಯಕ್ರಮವನ್ನು ಹಮ್ಮಿಕೊಳ್ಳಲಾಗಿದೆ ಎಂದು ಲೋಹಿಯಾ ಪ್ರಕಾಶನದ ಚನ್ನಬಸವಣ್ಣ ತಿಳಿಸಿದರು. ನಗರದ ಮರ್ಚೆಂಟ್ ಹೋಟೆಲ್ ಸಭಾಂಗಣದಲ್ಲಿ ಪತ್ರಿಕಾಗೋಷ್ಠಿಯನ್ನು ನಡೆಸಿ ಮಾತನಾಡಿದ ಅವರು, ಡಾ. ನೀರಮಾನ್ವಿಯವರು ಕಲ್ಯಾಣ ಕರ್ನಾಟಕ ಭಾಗದ ಕಂಡ ಅಪ್ರತಿಮ ಸಾಹಿತಿ. ಒಬ್ಬರು ಅವರ ನಿಧನರಾಗಿ ಒಂದು ವರ್ಷ ಕಳೆದ ನೆನಪಿನಾರ್ಥ ಈ ಒಂದು ಕಾರ್ಯಕ್ರಮವನ್ನು ಹಮ್ಮಿಕೊಳ್ಳಲಾಗಿದೆ, ಎಂದ ಅವರು ಲೋಹಿಯಾ ಪ್ರಕಾಶನ ಹುಟ್ಟುಹೊಂದಲು ಅವರ ಕಿಳೆಗೀ ಕಾರಣ ಎಂದು ಈ ಸಂದರ್ಭದಲ್ಲಿ ಅವರು ಮೆಲುಕು ಹಾಕಿದರು. ಈ ಕಾರ್ಯಕ್ರಮದ ಅಧ್ಯಕ್ಷತೆ ಸವಿತಾ ನಾಗ ಭೂಷಣ್ ವಹಿಸಿಕೊಳ್ಳಲಿದ್ದು, ಅಧ್ಯಕ್ಷತೆ ಬೆಸಗರಹಳ್ಳಿ ರಾಮಣ್ಣ ಪ್ರತಿಷ್ಠಾನದ ಅಧ್ಯಕ್ಷರಾದ ಎಚ್ ಆರ್ ಸುಜಾತ ವಹಿಸಿಕೊಳ್ಳಲಿದ್ದಾರೆ, ಲೋಹಿಯಾ ಪ್ರಕಾಶನದ ಚೆನ್ನಬಸವಣ್ಣ ಉಪಸ್ಥಿತರಿರಲಿದ್ದಾರೆ. ಬೆಳಗಿನ ಸಮಾರಂಭದಲ್ಲಿ ರಾಜೇಂದ್ರ ಚೆನ್ನಿ ಮತ್ತು ಡಾ. ಪಿ ಭಾರತಿ ಭಾಗವಹಿಸಲಿದ್ದು, ಮಧ್ಯಾಹ್ನ ಡಾ.ಅಮರೇಶ್ ನುಗಡೋಣಿ, ಡಾ ಚಿದಾನಂದ ಸಾಲಿ ಮತ್ತು ಸಂಜೆ ಚಂದ್ರಕಾಂತ್ ವಡ್ಡು ಭಾಗವಹಿಸಲಿದ್ದಾರೆ ಎಂದು ತಿಳಿಸಿದರು. ಈ ಪತ್ರಿಕಾಗೋಷ್ಠಿಯಲ್ಲಿ ಡಾ.ದಸ್ತಗೀರ್ ಸಾಬ್ ದಿನ್ನಿ, ಅಜಯ್ ಬಣಕಾರ್, ವೀರೇಂದ್ರ ರಾವಿಹಾಳ್, ಪ್ರಭುದೇವ್ ಕಪ್ಪಗಲ್, ಮುದ್ದಣ್ಣಗೌಡರು ತೆಕ್ಕಲಕೋಟೆ ಸೇರಿದಂತೆ ಇತರರಿದ್ದರು. [574,906,1117,1143]
page-number: ಪುಟ-4 [1440,14,1500,41]
notice-text: Whereas the above named Petitioners as a legal heirs has filed the above petition Under Section 13(3) of Registration of Birth and Death Act, seeking the direction of this Court to issue direction to the Respondent to enter the Date of Death of deceased by name V. RAMINJENEYULU S/o VNETTEKALLAPPA who died on 23/12/1998 at Kampli. Kampli Taluk, Ballari District. Whereas, if any person interested with respect to the above proceedings are hereby noticed to appear in this Court in person or by pleader duly able to answer all material question relating to the said petition on 22/08/2025 at about 11.00 AM., to answer the claim, otherwise the petition will be heard determined Ex-parte and pass necessary orders in your absence. Given under my hand and seal of this Court on this 21st day of July 2025. [1150,1762,1480,1925]
article8-byline: ಹೊಸಪೇಟೆ ಟೈಮ್ಸ್ ನ್ಯೂಸ್ [574,1668,675,1682]
article9-text [26,2007,562,2333]
divider [574,778,1117,780]
notice-petitioner: 1.V.Mahesh 2.V.Ravi ..........Petitioners [1150,1696,1480,1707]
notice-court: IN THE COURT OF ADDITIONAL SENIOR CIVIL JUDGE & J.M.F.C. AT HOSAPETE. [1155,1654,1475,1680]
notice-petitioner: 1.V.Mahesh 2.V.Ravi ..........Petitioners [1150,2029,1480,2041]
article4-body: ಮೊದಲನೇ ಪುಟದಿಂದ : ಪೊಲೀಸ್ ಇಲಾಖೆಯ ನವದುರ್ಗಿ ತಂಡದ ಪವಿತ್ರ ಅವರು ಸ್ಟೆಪ್‍ಅಪ್ ಕ್ರೈಂ ಹಾಗೂ ಅಂತರ್ಜಾಲ ಸುರಕ್ಷತೆ ಕುರಿತು ಉಪನ್ಯಾಸ ನೀಡಿದರು. ಮಕ್ಕಳಿಗೆ ಹಾಗೂ ಮಹಿಳೆಯರಿಗೆ ಯಾವುದೇ ಅಪಾಯ ಉಂಟಾದಲ್ಲಿ ತಕ್ಷಣವೇ 112 ಗೆ ಸಂಪರ್ಕಿಸಲು ಸೂಚಿಸಿದರು. ಕಾರ್ಯಕ್ರಮದಲ್ಲಿ ಶಾಲೆಯ ಮುಖ್ಯಗುರು ನಜೀರ್, ಶಿಕ್ಷಕರು, ಪೋಷಕರು ಮತ್ತು ವಿದ್ಯಾರ್ಥಿಗಳು ಉಪಸ್ಥಿತರಿದ್ದರು. [1130,520,1502,616]
notice-court: IN THE COURT OF ADDITIONAL SENIOR CIVIL JUDGE & J.M.F.C. AT HOSAPETE [1155,1987,1475,2014]
notice-addressee: To, WHOMSOEVER IT MAY CONCERN [1216,2083,1414,2095]
divider [574,1397,1117,1399]
